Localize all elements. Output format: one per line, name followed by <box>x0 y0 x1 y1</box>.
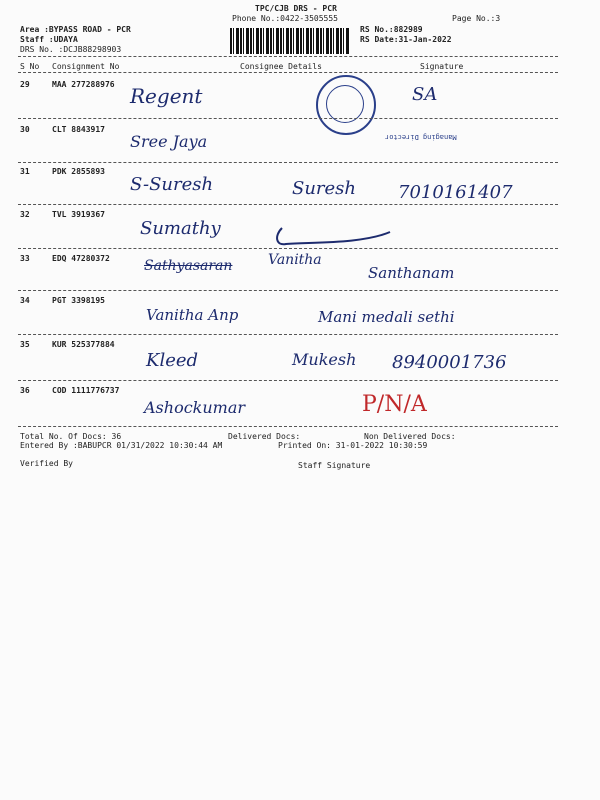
printed-on: Printed On: 31-01-2022 10:30:59 <box>278 441 428 450</box>
entered-by: Entered By :BABUPCR 01/31/2022 10:30:44 AM <box>20 441 223 450</box>
phone-number: Phone No.:0422-3505555 <box>232 14 338 23</box>
doc-title: TPC/CJB DRS - PCR <box>255 4 337 13</box>
row-signature-3: Santhanam <box>368 264 455 282</box>
row-consignment: TVL 3919367 <box>52 210 105 219</box>
row-consignment: COD 1111776737 <box>52 386 120 395</box>
row-signature-2: Vanitha <box>268 252 322 268</box>
delivered-docs: Delivered Docs: <box>228 432 301 441</box>
row-sno: 31 <box>20 167 30 176</box>
divider <box>18 204 558 205</box>
row-sno: 35 <box>20 340 30 349</box>
col-sno: S No <box>20 62 40 71</box>
divider <box>18 290 558 291</box>
row-signature: Sumathy <box>140 218 221 239</box>
page-number: Page No.:3 <box>452 14 501 23</box>
row-signature-2: Mukesh <box>292 350 357 369</box>
col-consignment: Consignment No <box>52 62 120 71</box>
col-signature: Signature <box>420 62 464 71</box>
row-sno: 36 <box>20 386 30 395</box>
row-sno: 33 <box>20 254 30 263</box>
stamp-text: Managing Director <box>385 133 457 141</box>
row-sno: 30 <box>20 125 30 134</box>
divider <box>18 380 558 381</box>
company-seal <box>316 75 376 135</box>
divider <box>18 118 558 119</box>
row-signature-2: Mani medali sethi <box>318 308 455 326</box>
staff-signature: Staff Signature <box>298 461 371 470</box>
drs-number: DRS No. :DCJB88298903 <box>20 45 122 54</box>
row-signature: Kleed <box>146 350 199 371</box>
row-signature: Regent <box>130 84 203 108</box>
row-signature: Vanitha Anp <box>146 306 239 324</box>
area-label: Area :BYPASS ROAD - PCR <box>20 25 131 34</box>
divider <box>18 334 558 335</box>
divider <box>18 72 558 73</box>
col-consignee: Consignee Details <box>240 62 322 71</box>
row-sno: 32 <box>20 210 30 219</box>
row-phone: 8940001736 <box>392 352 507 373</box>
row-sno: 29 <box>20 80 30 89</box>
row-signature: Sree Jaya <box>130 132 208 151</box>
signature-scribble: SA <box>412 84 438 105</box>
row-consignment: EDQ 47280372 <box>52 254 110 263</box>
rs-date: RS Date:31-Jan-2022 <box>360 35 452 44</box>
row-consignment: KUR 525377884 <box>52 340 115 349</box>
divider <box>18 56 558 57</box>
divider <box>18 162 558 163</box>
row-phone: 7010161407 <box>398 182 513 203</box>
row-signature: Ashockumar <box>144 398 246 417</box>
row-remark: P/N/A <box>362 392 427 417</box>
divider <box>18 426 558 427</box>
row-consignment: PGT 3398195 <box>52 296 105 305</box>
barcode <box>230 28 350 54</box>
staff-label: Staff :UDAYA <box>20 35 78 44</box>
verified-by: Verified By <box>20 459 73 468</box>
row-signature-2: Suresh <box>292 178 357 199</box>
row-consignment: PDK 2855893 <box>52 167 105 176</box>
total-docs: Total No. Of Docs: 36 <box>20 432 122 441</box>
row-signature: Sathyasaran <box>144 258 233 274</box>
row-signature: S-Suresh <box>130 174 214 195</box>
row-sno: 34 <box>20 296 30 305</box>
non-delivered-docs: Non Delivered Docs: <box>364 432 456 441</box>
row-consignment: MAA 277288976 <box>52 80 115 89</box>
rs-number: RS No.:882989 <box>360 25 423 34</box>
row-consignment: CLT 8843917 <box>52 125 105 134</box>
divider <box>18 248 558 249</box>
